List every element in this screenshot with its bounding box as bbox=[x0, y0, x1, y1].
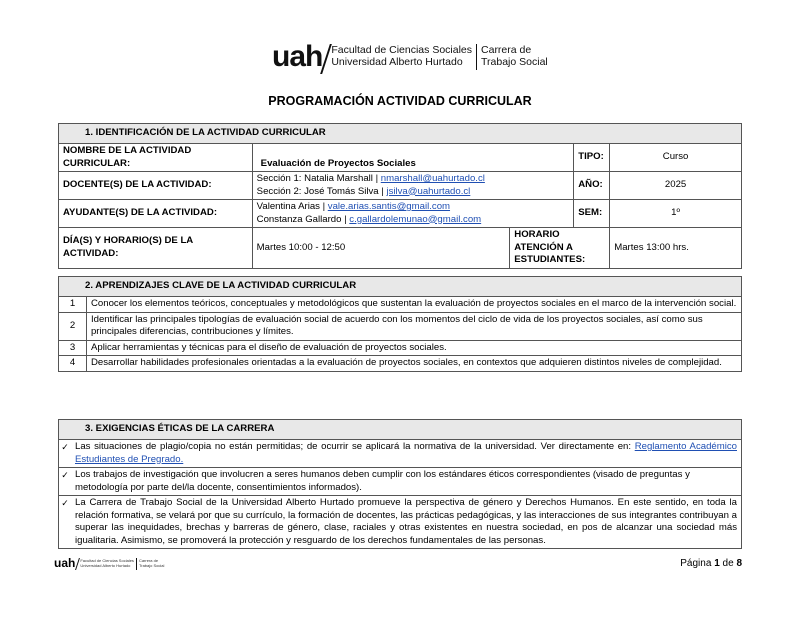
section-heading: 2. APRENDIZAJES CLAVE DE LA ACTIVIDAD CURRICULAR bbox=[59, 277, 742, 297]
label-ayudantes: AYUDANTE(S) DE LA ACTIVIDAD: bbox=[59, 200, 253, 228]
reglamento-link[interactable]: Reglamento Académico Estudiantes de Pregrado. bbox=[74, 441, 737, 465]
section-heading: 3. EXIGENCIAS ÉTICAS DE LA CARRERA bbox=[59, 420, 742, 440]
docente1-email-link[interactable]: nmarshall@uahurtado.cl bbox=[380, 173, 485, 184]
footer-logo: uah Facultad de Ciencias Sociales Universidad Alberto Hurtado Carrera de Trabajo Social bbox=[54, 556, 165, 570]
value-ayudantes: Valentina Arias | vale.arias.santis@gmail.com Constanza Gallardo | c.gallardolemunao@gmail.com bbox=[252, 200, 574, 228]
docente2-email-link[interactable]: jsilva@uahurtado.cl bbox=[386, 185, 471, 197]
ayudante2-email-link[interactable]: c.gallardolemunao@gmail.com bbox=[349, 213, 482, 225]
section-identificacion bbox=[58, 123, 742, 269]
list-item-number: 3 bbox=[59, 340, 87, 356]
section-exigencias bbox=[58, 419, 742, 549]
list-item-number: 4 bbox=[59, 356, 87, 372]
label-horario: DÍA(S) Y HORARIO(S) DE LA ACTIVIDAD: bbox=[59, 228, 253, 269]
label-docentes: DOCENTE(S) DE LA ACTIVIDAD: bbox=[59, 172, 253, 200]
logo-career: Carrera de Trabajo Social bbox=[481, 44, 548, 68]
ayudante1-email-link[interactable]: vale.arias.santis@gmail.com bbox=[327, 201, 451, 212]
section-aprendizajes bbox=[58, 276, 742, 372]
value-nombre: Evaluación de Proyectos Sociales bbox=[252, 144, 574, 172]
label-anio: AÑO: bbox=[574, 172, 610, 200]
logo-faculty: Facultad de Ciencias Sociales Universidad Alberto Hurtado bbox=[331, 44, 473, 68]
header-logo bbox=[272, 40, 548, 73]
list-item-number: 1 bbox=[59, 297, 87, 313]
list-item-text: Identificar las principales tipologías de evaluación social de acuerdo con los momentos del ciclo de vida de los proyectos sociales, así como sus principales diferencias, contribuciones y límites. bbox=[86, 312, 741, 340]
logo-wordmark: uah bbox=[272, 40, 323, 73]
check-icon: ✓ bbox=[59, 468, 71, 496]
ethics-item-plagio: Las situaciones de plagio/copia no están permitidas; de ocurrir se aplicará la normativa de la universidad. Ver directamente en: Reglamento Académico Estudiantes de Pregrado. bbox=[71, 440, 742, 468]
value-horario: Martes 10:00 - 12:50 bbox=[252, 228, 510, 269]
label-tipo: TIPO: bbox=[574, 144, 610, 172]
check-icon: ✓ bbox=[59, 440, 71, 468]
footer-logo-divider bbox=[136, 558, 137, 570]
list-item-text: Desarrollar habilidades profesionales orientadas a la evaluación de proyectos sociales, en contextos que adquieren distintos niveles de complejidad. bbox=[86, 356, 741, 372]
logo-divider bbox=[476, 44, 477, 70]
section-heading: 1. IDENTIFICACIÓN DE LA ACTIVIDAD CURRICULAR bbox=[59, 124, 742, 144]
page-number: Página 1 de 8 bbox=[680, 558, 742, 569]
value-atencion: Martes 13:00 hrs. bbox=[610, 228, 742, 269]
list-item-text: Aplicar herramientas y técnicas para el diseño de evaluación de proyectos sociales. bbox=[86, 340, 741, 356]
list-item-number: 2 bbox=[59, 312, 87, 340]
document-title: PROGRAMACIÓN ACTIVIDAD CURRICULAR bbox=[268, 94, 532, 108]
list-item-text: Conocer los elementos teóricos, conceptuales y metodológicos que sustentan la evaluación de proyectos sociales en el marco de la intervención social. bbox=[86, 297, 741, 313]
value-tipo: Curso bbox=[610, 144, 742, 172]
footer-logo-wordmark: uah bbox=[54, 556, 76, 570]
value-sem: 1º bbox=[610, 200, 742, 228]
ethics-item-investigacion: Los trabajos de investigación que involucren a seres humanos deben cumplir con los estándares éticos correspondientes (visado de preguntas y metodología por parte del/la docente, consentimientos informados). bbox=[71, 468, 742, 496]
value-anio: 2025 bbox=[610, 172, 742, 200]
ethics-item-genero: La Carrera de Trabajo Social de la Universidad Alberto Hurtado promueve la perspectiva de género y Derechos Humanos. En este sentido, en toda la relación formativa, se velará por que su currículo, la formación de docentes, las prácticas pedagógicas, y las interacciones de sus integrantes contribuyan a superar las inequidades, brechas y barreras de género, clase, raciales y otras existentes en nuestra sociedad, en pos de alcanzar una sociedad más igualitaria. Asimismo, se promoverá la protección y resguardo de los derechos fundamentales de las personas. bbox=[71, 496, 742, 549]
label-atencion: HORARIO ATENCIÓN A ESTUDIANTES: bbox=[510, 228, 610, 269]
label-sem: SEM: bbox=[574, 200, 610, 228]
check-icon: ✓ bbox=[59, 496, 71, 549]
value-docentes: Sección 1: Natalia Marshall | nmarshall@uahurtado.cl Sección 2: José Tomás Silva | jsilva@uahurtado.cl bbox=[252, 172, 574, 200]
label-nombre: NOMBRE DE LA ACTIVIDAD CURRICULAR: bbox=[59, 144, 253, 172]
